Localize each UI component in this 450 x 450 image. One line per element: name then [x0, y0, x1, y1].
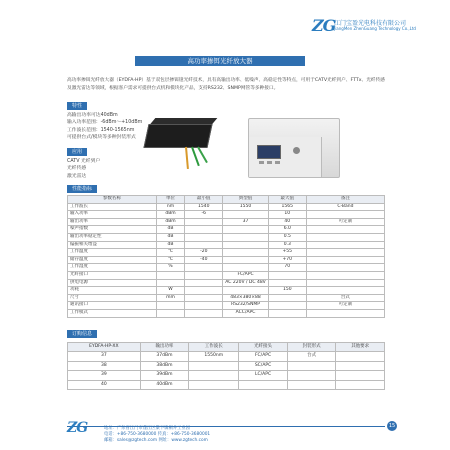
table-cell: 台式	[306, 294, 384, 302]
table-cell: LC/APC	[239, 371, 288, 380]
table-row	[68, 361, 385, 370]
column-header: 输出功率	[140, 343, 189, 352]
feature-item: 输入功率范围：-6dBm～+10dBm	[67, 120, 143, 126]
specifications-table	[67, 195, 385, 318]
table-cell: -20	[185, 249, 223, 257]
table-cell	[223, 233, 268, 241]
table-cell	[223, 211, 268, 219]
table-cell	[287, 371, 336, 380]
table-cell: 483×380×88	[223, 294, 268, 302]
table-row	[68, 352, 385, 361]
table-cell	[306, 264, 384, 272]
table-cell: 工作温度	[68, 249, 157, 257]
table-cell	[185, 309, 223, 317]
table-cell	[156, 279, 185, 287]
table-cell: AC 220V / DC 48V	[223, 279, 268, 287]
table-cell	[185, 226, 223, 234]
table-cell	[239, 380, 288, 389]
table-cell	[223, 287, 268, 295]
table-cell: 40	[68, 380, 141, 389]
table-row	[68, 256, 385, 264]
intro-paragraph: 高功率掺铒光纤放大器（EYDFA-HP）基于双包层掺铒镱光纤技术，具有高输出功率、低噪声、高稳定性等特点，可用于CATV光纤到户、FTTx、光纤传感及激光雷达等领域，根据客户需求可提供台式机和模块化产品，支持RS232、SNMP网管等多种接口。	[67, 78, 385, 91]
table-cell: %	[156, 264, 185, 272]
table-cell: 0.5	[268, 233, 306, 241]
table-cell: 工作模式	[68, 309, 157, 317]
table-cell: 150	[268, 287, 306, 295]
table-cell	[185, 294, 223, 302]
table-cell: 1540	[185, 203, 223, 211]
table-row	[68, 287, 385, 295]
ordering-table	[67, 342, 385, 390]
table-cell	[336, 352, 385, 361]
column-header: 典型值	[223, 196, 268, 204]
section-header-ordering: 订购信息	[67, 330, 97, 338]
application-item: 光纤传感	[67, 166, 87, 172]
table-cell: 工作湿度	[68, 264, 157, 272]
table-cell	[189, 380, 239, 389]
table-row	[68, 264, 385, 272]
footer-address: 地址：广东省江门市蓬江区棠下镇桐井工业园	[104, 426, 190, 431]
table-row	[68, 279, 385, 287]
table-header-row	[68, 343, 385, 352]
table-cell: 输出功率稳定性	[68, 233, 157, 241]
table-cell: ℃	[156, 249, 185, 257]
table-cell	[156, 271, 185, 279]
table-cell: +70	[268, 256, 306, 264]
table-cell: ACC/APC	[223, 309, 268, 317]
benchtop-product-image	[248, 118, 340, 178]
table-cell	[306, 279, 384, 287]
table-cell: 38	[68, 361, 141, 370]
table-cell: RS232/SNMP	[223, 302, 268, 310]
table-cell: mm	[156, 294, 185, 302]
table-cell: 40dBm	[140, 380, 189, 389]
table-cell	[336, 361, 385, 370]
table-cell: dB	[156, 233, 185, 241]
table-cell: -40	[185, 256, 223, 264]
table-row	[68, 294, 385, 302]
table-row	[68, 249, 385, 257]
table-cell	[189, 361, 239, 370]
table-cell	[306, 233, 384, 241]
table-cell: 输出功率	[68, 218, 157, 226]
table-cell	[336, 380, 385, 389]
table-cell	[268, 271, 306, 279]
table-cell: 供电电源	[68, 279, 157, 287]
table-cell: ℃	[156, 256, 185, 264]
table-cell: dBm	[156, 218, 185, 226]
table-cell: 噪声指数	[68, 226, 157, 234]
table-row	[68, 371, 385, 380]
table-cell	[223, 264, 268, 272]
table-row	[68, 309, 385, 317]
table-cell	[306, 226, 384, 234]
table-cell	[287, 361, 336, 370]
column-header: 单位	[156, 196, 185, 204]
table-row	[68, 211, 385, 219]
column-header: 其他要求	[336, 343, 385, 352]
column-header: 参数名称	[68, 196, 157, 204]
table-cell	[185, 233, 223, 241]
feature-item: 高输出功率可达40dBm	[67, 113, 118, 118]
table-cell: 偏振相关增益	[68, 241, 157, 249]
table-cell: 40	[268, 218, 306, 226]
table-cell: -6	[185, 211, 223, 219]
applications-list	[67, 158, 100, 180]
table-row	[68, 302, 385, 310]
company-logo: ZG	[312, 16, 336, 35]
table-cell: 70	[268, 264, 306, 272]
table-cell	[185, 302, 223, 310]
section-header-features: 特性	[67, 102, 87, 110]
table-cell	[306, 309, 384, 317]
table-cell: 37	[68, 352, 141, 361]
table-cell	[268, 294, 306, 302]
table-cell	[268, 279, 306, 287]
company-name-en: JiangMen ZhenGuang Technology Co.,Ltd	[334, 26, 416, 31]
table-cell	[287, 380, 336, 389]
company-name: 江门宝盈光电科技有限公司	[334, 20, 407, 27]
table-row	[68, 203, 385, 211]
column-header: 最小值	[185, 196, 223, 204]
table-cell	[223, 241, 268, 249]
table-cell: +55	[268, 249, 306, 257]
application-item: CATV 光纤到户	[67, 159, 101, 164]
table-cell: 输入功率	[68, 211, 157, 219]
section-header-specs: 性能指标	[67, 185, 97, 193]
table-cell: 38dBm	[140, 361, 189, 370]
table-cell	[336, 371, 385, 380]
table-cell: 37dBm	[140, 352, 189, 361]
table-cell: 可定制	[306, 302, 384, 310]
table-cell: 可定制	[306, 218, 384, 226]
table-cell: 功耗	[68, 287, 157, 295]
module-product-image	[146, 116, 222, 156]
table-cell: 1550	[223, 203, 268, 211]
table-cell: 通讯接口	[68, 302, 157, 310]
column-header: 封装形式	[287, 343, 336, 352]
table-row	[68, 226, 385, 234]
column-header: 最大值	[268, 196, 306, 204]
table-cell: 37	[223, 218, 268, 226]
table-row	[68, 271, 385, 279]
table-cell: 尺寸	[68, 294, 157, 302]
feature-item: 工作波长范围：1540-1565nm	[67, 127, 135, 133]
feature-item: 可提供台式/模块等多种封装形式	[67, 134, 136, 140]
datasheet-page	[62, 8, 416, 443]
table-row	[68, 241, 385, 249]
table-cell	[223, 249, 268, 257]
table-cell: 10	[268, 211, 306, 219]
footer-phone: 电话：+86-750-3680000 传真：+86-750-3680001	[104, 432, 211, 437]
table-cell: 6.0	[268, 226, 306, 234]
table-cell	[306, 211, 384, 219]
table-cell	[185, 264, 223, 272]
table-cell: 光纤接口	[68, 271, 157, 279]
table-cell	[306, 249, 384, 257]
table-cell	[156, 309, 185, 317]
column-header: 备注	[306, 196, 384, 204]
table-cell: FC/APC	[239, 352, 288, 361]
page-title: 高功率掺铒光纤放大器	[135, 56, 305, 66]
table-cell: 1550nm	[189, 352, 239, 361]
table-cell: FC/APC	[223, 271, 268, 279]
features-list	[67, 112, 142, 141]
table-cell	[185, 279, 223, 287]
table-cell	[306, 256, 384, 264]
table-cell: dBm	[156, 211, 185, 219]
footer-logo: ZG	[67, 420, 88, 436]
table-cell: 0.3	[268, 241, 306, 249]
column-header: EYDFA-HP-XX	[68, 343, 141, 352]
application-item: 激光雷达	[67, 173, 87, 179]
table-cell	[306, 241, 384, 249]
table-cell	[306, 287, 384, 295]
table-cell: 台式	[287, 352, 336, 361]
footer-email: 邮箱：sales@zgtech.com 网址：www.zgtech.com	[104, 438, 208, 443]
table-cell	[223, 226, 268, 234]
table-row	[68, 218, 385, 226]
table-cell	[223, 256, 268, 264]
table-cell	[189, 371, 239, 380]
table-cell: 39	[68, 371, 141, 380]
table-cell	[185, 287, 223, 295]
column-header: 光纤接头	[239, 343, 288, 352]
table-cell: 储存温度	[68, 256, 157, 264]
section-header-applications: 应用	[67, 148, 87, 156]
table-header-row	[68, 196, 385, 204]
table-cell	[156, 302, 185, 310]
table-cell: C-Band	[306, 203, 384, 211]
table-cell	[185, 271, 223, 279]
table-cell: SC/APC	[239, 361, 288, 370]
table-cell	[306, 271, 384, 279]
table-cell: 1565	[268, 203, 306, 211]
table-cell	[268, 309, 306, 317]
table-row	[68, 380, 385, 389]
column-header: 工作波长	[189, 343, 239, 352]
page-number: 15	[388, 423, 396, 429]
table-cell: dB	[156, 226, 185, 234]
table-cell	[185, 241, 223, 249]
table-cell: 工作波长	[68, 203, 157, 211]
table-cell	[185, 218, 223, 226]
table-cell	[268, 302, 306, 310]
table-cell: nm	[156, 203, 185, 211]
table-cell: W	[156, 287, 185, 295]
table-cell: dB	[156, 241, 185, 249]
table-cell: 39dBm	[140, 371, 189, 380]
table-row	[68, 233, 385, 241]
